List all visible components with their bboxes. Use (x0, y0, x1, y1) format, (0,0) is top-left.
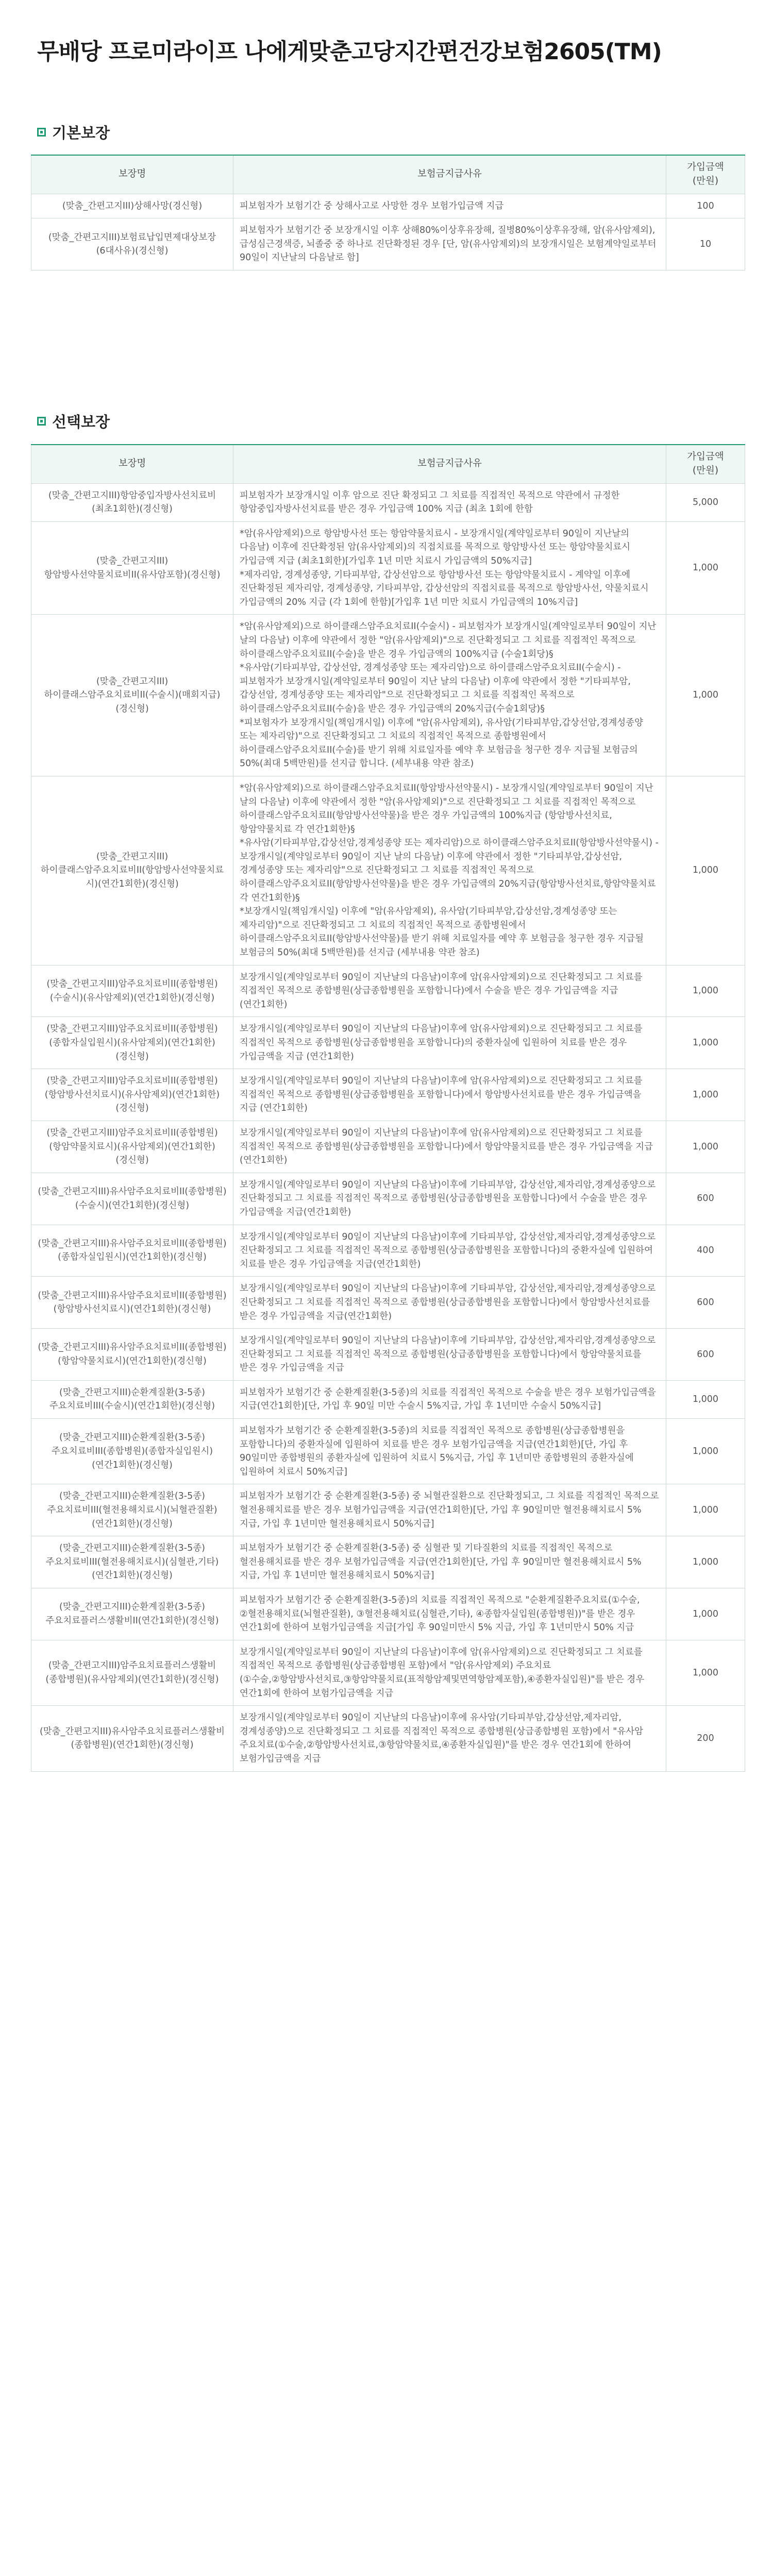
table-row (31, 521, 745, 615)
header-payment-reason: 보험금지급사유 (233, 445, 666, 483)
table-row (31, 1329, 745, 1381)
coverage-name-cell: (맞춤_간편고지III)하이클래스암주요치료비II(수술시)(매회지급)(경신형) (31, 615, 233, 776)
table-header-row (31, 445, 745, 483)
payment-reason-cell: 피보험자가 보험기간 중 순환계질환(3-5종) 중 심혈관 및 기타질환의 치료를 직접적인 목적으로 혈전용해치료를 받은 경우 보험가입금액을 지급(연간1회한)[단, 가입 후 90일미만 혈전용해치료시 5%지급, 가입 후 1년미만 혈전용해치료시 50%지급] (233, 1536, 666, 1588)
coverage-amount-cell: 1,000 (666, 1588, 745, 1640)
basic-section-title: 기본보장 (52, 124, 110, 142)
coverage-amount-cell: 100 (666, 194, 745, 218)
coverage-name-cell: (맞춤_간편고지III)암주요치료비II(종합병원)(종합자실입원시)(유사암제외)(연간1회한)(경신형) (31, 1017, 233, 1069)
coverage-name-cell: (맞춤_간편고지III)순환계질환(3-5종)주요치료플러스생활비II(연간1회한)(경신형) (31, 1588, 233, 1640)
header-amount: 가입금액 (만원) (666, 155, 745, 194)
coverage-amount-cell: 600 (666, 1173, 745, 1225)
section-bullet-icon (37, 128, 46, 137)
table-row (31, 1484, 745, 1536)
optional-coverage-table (31, 444, 745, 1772)
table-row (31, 965, 745, 1017)
coverage-amount-cell: 1,000 (666, 776, 745, 965)
coverage-name-cell: (맞춤_간편고지III)상해사망(경신형) (31, 194, 233, 218)
table-row (31, 1380, 745, 1418)
table-row (31, 483, 745, 521)
coverage-name-cell: (맞춤_간편고지III)암주요치료비II(종합병원)(수술시)(유사암제외)(연간1회한)(경신형) (31, 965, 233, 1017)
payment-reason-cell: 보장개시일(계약일로부터 90일이 지난날의 다음날)이후에 기타피부암, 갑상선암,제자리암,경계성종양으로 진단확정되고 그 치료를 직접적인 목적으로 종합병원(상급종합병원을 포함합니다)의 중환자실에 입원하여 치료를 받은 경우 가입금액을 지급(연간1회한) (233, 1225, 666, 1277)
table-row (31, 776, 745, 965)
coverage-amount-cell: 600 (666, 1329, 745, 1381)
table-row (31, 1277, 745, 1329)
table-row (31, 1173, 745, 1225)
coverage-amount-cell: 1,000 (666, 1640, 745, 1705)
payment-reason-cell: 피보험자가 보험기간 중 보장개시일 이후 상해80%이상후유장해, 질병80%이상후유장해, 암(유사암제외), 급성심근경색증, 뇌졸중 중 하나로 진단확정된 경우 [단, 암(유사암제외)의 보장개시일은 보험계약일로부터 90일이 지난날의 다음날로 함] (233, 218, 666, 270)
payment-reason-cell: 보장개시일(계약일로부터 90일이 지난날의 다음날)이후에 기타피부암, 갑상선암,제자리암,경계성종양으로 진단확정되고 그 치료를 직접적인 목적으로 종합병원(상급종합병원을 포함합니다)에서 항암약물치료를 받은 경우 가입금액을 지급 (233, 1329, 666, 1381)
payment-reason-cell: 보장개시일(계약일로부터 90일이 지난날의 다음날)이후에 기타피부암, 갑상선암,제자리암,경계성종양으로 진단확정되고 그 치료를 직접적인 목적으로 종합병원(상급종합병원을 포함합니다)에서 수술을 받은 경우 가입금액을 지급(연간1회한) (233, 1173, 666, 1225)
optional-section-heading (37, 411, 110, 432)
payment-reason-cell: 보장개시일(계약일로부터 90일이 지난날의 다음날)이후에 암(유사암제외)으로 진단확정되고 그 치료를 직접적인 목적으로 종합병원(상급종합병원 포함)에서 "암(유사암제외) 주요치료(①수술,②항암방사선치료,③항암약물치료(표적항암제및면역항암제포함),④종환자실입원)"를 받은 경우 연간1회에 한하여 보험가입금액을 지급 (233, 1640, 666, 1705)
table-row (31, 1225, 745, 1277)
payment-reason-cell: 보장개시일(계약일로부터 90일이 지난날의 다음날)이후에 기타피부암, 갑상선암,제자리암,경계성종양으로 진단확정되고 그 치료를 직접적인 목적으로 종합병원(상급종합병원을 포함합니다)에서 항암방사선치료를 받은 경우 가입금액을 지급(연간1회한) (233, 1277, 666, 1329)
payment-reason-cell: 피보험자가 보험기간 중 순환계질환(3-5종)의 치료를 직접적인 목적으로 수술을 받은 경우 보험가입금액을 지급(연간1회한)[단, 가입 후 90일 미만 수술시 5%지급, 가입 후 1년미만 수술시 50%지급] (233, 1380, 666, 1418)
coverage-name-cell: (맞춤_간편고지III)보험료납입면제대상보장(6대사유)(경신형) (31, 218, 233, 270)
table-row (31, 1588, 745, 1640)
coverage-amount-cell: 1,000 (666, 1484, 745, 1536)
coverage-name-cell: (맞춤_간편고지III)하이클래스암주요치료비II(항암방사선약물치료시)(연간1회한)(경신형) (31, 776, 233, 965)
coverage-name-cell: (맞춤_간편고지III)암주요치료플러스생활비(종합병원)(유사암제외)(연간1회한)(경신형) (31, 1640, 233, 1705)
coverage-amount-cell: 1,000 (666, 1419, 745, 1484)
payment-reason-cell: 피보험자가 보험기간 중 순환계질환(3-5종)의 치료를 직접적인 목적으로 종합병원(상급종합병원을 포함합니다)의 중환자실에 입원하여 치료를 받은 경우 보험가입금액을 지급(연간1회한)[단, 가입 후 90일미만 종합병원의 종환자실에 입원하여 치료시 5%지급, 가입 후 1년미만 종합병원의 종환자실에 입원하여 치료시 50%지급] (233, 1419, 666, 1484)
coverage-amount-cell: 1,000 (666, 1069, 745, 1121)
table-row (31, 1536, 745, 1588)
payment-reason-cell: 보장개시일(계약일로부터 90일이 지난날의 다음날)이후에 암(유사암제외)으로 진단확정되고 그 치료를 직접적인 목적으로 종합병원(상급종합병원을 포함합니다)에서 항암약물치료를 받은 경우 가입금액을 지급 (연간1회한) (233, 1121, 666, 1173)
payment-reason-cell: *암(유사암제외)으로 하이클래스암주요치료II(항암방사선약물시) - 보장개시일(계약일로부터 90일이 지난 날의 다음날) 이후에 약관에서 정한 "암(유사암제외)"으로 진단확정되고 그 치료를 직접적인 목적으로 하이클래스암주요치료II(항암방사선약물)을 받은 경우 가입금액의 100%지급 (항암방사선치료,항암약물치료 각 연간1회한)§ *유사암(기타피부암,갑상선암,경계성종양 또는 제자리암)으로 하이클래스암주요치료II(항암방사선약물시) - 보장개시일(계약일로부터 90일이 지난 날의 다음날) 이후에 약관에서 정한 "기타피부암,갑상선암,경계성종양 또는 제자리암"으로 진단확정되고 그 치료를 직접적인 목적으로 하이클래스암주요치료II(항암방사선약물)을 받은 경우 가입금액의 20%지급(항암방사선치료,항암약물치료 각 연간1회한)§ *보장개시일(책임개시일) 이후에 "암(유사암제외), 유사암(기타피부암,갑상선암,경계성종양 또는 제자리암)"으로 진단확정되고 그 치료의 직접적인 목적으로 종합병원에서 하이클래스암주요치료II(항암방사선약물)를 받기 위해 치료일자를 예약 후 보험금을 청구한 경우 지급될 보험금의 50%(최대 5백만원)를 선지급 (세부내용 약관 참조) (233, 776, 666, 965)
basic-coverage-table (31, 155, 745, 270)
table-row (31, 1640, 745, 1705)
coverage-name-cell: (맞춤_간편고지III)유사암주요치료비II(종합병원)(항암약물치료시)(연간1회한)(경신형) (31, 1329, 233, 1381)
payment-reason-cell: 피보험자가 보험기간 중 상해사고로 사망한 경우 보험가입금액 지급 (233, 194, 666, 218)
payment-reason-cell: 보장개시일(계약일로부터 90일이 지난날의 다음날)이후에 암(유사암제외)으로 진단확정되고 그 치료를 직접적인 목적으로 종합병원(상급종합병원을 포함합니다)에서 항암방사선치료를 받은 경우 가입금액을 지급 (연간1회한) (233, 1069, 666, 1121)
coverage-amount-cell: 200 (666, 1706, 745, 1771)
payment-reason-cell: 보장개시일(계약일로부터 90일이 지난날의 다음날)이후에 유사암(기타피부암,갑상선암,제자리암,경계성종양)으로 진단확정되고 그 치료를 직접적인 목적으로 종합병원(상급종합병원 포함)에서 "유사암 주요치료(①수술,②항암방사선치료,③항암약물치료,④종환자실입원)"를 받은 경우 연간1회에 한하여 보험가입금액을 지급 (233, 1706, 666, 1771)
coverage-amount-cell: 10 (666, 218, 745, 270)
coverage-name-cell: (맞춤_간편고지III)유사암주요치료비II(종합병원)(종합자실입원시)(연간1회한)(경신형) (31, 1225, 233, 1277)
payment-reason-cell: 피보험자가 보험기간 중 순환계질환(3-5종) 중 뇌혈관질환으로 진단확정되고, 그 치료를 직접적인 목적으로 혈전용해치료를 받은 경우 보험가입금액을 지급(연간1회한)[단, 가입 후 90일미만 혈전용해치료시 5%지급, 가입 후 1년미만 혈전용해치료시 50%지급] (233, 1484, 666, 1536)
coverage-name-cell: (맞춤_간편고지III)순환계질환(3-5종)주요치료비III(종합병원)(종합자실입원시)(연간1회한)(경신형) (31, 1419, 233, 1484)
coverage-name-cell: (맞춤_간편고지III)항암방사선약물치료비II(유사암포함)(경신형) (31, 521, 233, 615)
payment-reason-cell: *암(유사암제외)으로 항암방사선 또는 항암약물치료시 - 보장개시일(계약일로부터 90일이 지난날의 다음날) 이후에 진단확정된 암(유사암제외)의 직접치료를 목적으로 항암방사선 또는 항암약물치료시 가입금액 지급 (최초1회한)[가입후 1년 미만 치료시 가입금액의 50%지급] *제자리암, 경계성종양, 기타피부암, 갑상선암으로 항암방사선 또는 항암약물치료시 - 계약일 이후에 진단확정된 제자리암, 경계성종양, 기타피부암, 갑상선암의 직접치료를 목적으로 항암방사선, 약물치료시 가입금액의 20% 지급 (각 1회에 한함)[가입후 1년 미만 치료시 가입금액의 10%지급] (233, 521, 666, 615)
coverage-amount-cell: 1,000 (666, 965, 745, 1017)
coverage-amount-cell: 1,000 (666, 1380, 745, 1418)
coverage-amount-cell: 1,000 (666, 1121, 745, 1173)
table-row (31, 1419, 745, 1484)
coverage-amount-cell: 600 (666, 1277, 745, 1329)
payment-reason-cell: 보장개시일(계약일로부터 90일이 지난날의 다음날)이후에 암(유사암제외)으로 진단확정되고 그 치료를 직접적인 목적으로 종합병원(상급종합병원을 포함합니다)의 중환자실에 입원하여 치료를 받은 경우 가입금액을 지급 (연간1회한) (233, 1017, 666, 1069)
coverage-name-cell: (맞춤_간편고지III)순환계질환(3-5종)주요치료비III(혈전용해치료시)(뇌혈관질환)(연간1회한)(경신형) (31, 1484, 233, 1536)
header-amount: 가입금액 (만원) (666, 445, 745, 483)
section-bullet-icon (37, 417, 46, 426)
payment-reason-cell: 보장개시일(계약일로부터 90일이 지난날의 다음날)이후에 암(유사암제외)으로 진단확정되고 그 치료를 직접적인 목적으로 종합병원(상급종합병원을 포함합니다)에서 수술을 받은 경우 가입금액을 지급(연간1회한) (233, 965, 666, 1017)
coverage-amount-cell: 1,000 (666, 1536, 745, 1588)
payment-reason-cell: 피보험자가 보험기간 중 순환계질환(3-5종)의 치료를 직접적인 목적으로 "순환계질환주요치료(①수술, ②혈전용해치료(뇌혈관질환), ③혈전용해치료(심혈관,기타), ④종합자실입원(종합병원))"를 받은 경우 연간1회에 한하여 보험가입금액을 지급[가입 후 90일미만시 5% 지급, 가입 후 1년미만시 50% 지급 (233, 1588, 666, 1640)
coverage-name-cell: (맞춤_간편고지III)유사암주요치료플러스생활비(종합병원)(연간1회한)(경신형) (31, 1706, 233, 1771)
payment-reason-cell: 피보험자가 보장개시일 이후 암으로 진단 확정되고 그 치료를 직접적인 목적으로 약관에서 규정한 항암중입자방사선치료를 받은 경우 가입금액 100% 지급 (최초 1회에 한함 (233, 483, 666, 521)
coverage-amount-cell: 5,000 (666, 483, 745, 521)
page-title: 무배당 프로미라이프 나에게맞춘고당지간편건강보험2605(TM) (37, 39, 662, 65)
optional-section-title: 선택보장 (52, 413, 110, 431)
coverage-name-cell: (맞춤_간편고지III)유사암주요치료비II(종합병원)(항암방사선치료시)(연간1회한)(경신형) (31, 1277, 233, 1329)
coverage-name-cell: (맞춤_간편고지III)암주요치료비II(종합병원)(항암약물치료시)(유사암제외)(연간1회한)(경신형) (31, 1121, 233, 1173)
coverage-name-cell: (맞춤_간편고지III)순환계질환(3-5종)주요치료비III(혈전용해치료시)(심혈관,기타)(연간1회한)(경신형) (31, 1536, 233, 1588)
coverage-name-cell: (맞춤_간편고지III)암주요치료비II(종합병원)(항암방사선치료시)(유사암제외)(연간1회한)(경신형) (31, 1069, 233, 1121)
table-row (31, 615, 745, 776)
coverage-amount-cell: 1,000 (666, 615, 745, 776)
table-row (31, 1017, 745, 1069)
coverage-name-cell: (맞춤_간편고지III)순환계질환(3-5종)주요치료비III(수술시)(연간1회한)(경신형) (31, 1380, 233, 1418)
coverage-name-cell: (맞춤_간편고지III)유사암주요치료비II(종합병원)(수술시)(연간1회한)(경신형) (31, 1173, 233, 1225)
header-payment-reason: 보험금지급사유 (233, 155, 666, 194)
coverage-amount-cell: 1,000 (666, 1017, 745, 1069)
table-row (31, 1069, 745, 1121)
table-row (31, 218, 745, 270)
payment-reason-cell: *암(유사암제외)으로 하이클래스암주요치료II(수술시) - 피보험자가 보장개시일(계약일로부터 90일이 지난 날의 다음날) 이후에 약관에서 정한 "암(유사암제외)"으로 진단확정되고 그 치료를 직접적인 목적으로 하이클래스암주요치료II(수술)을 받은 경우 가입금액의 100%지급 (수술1회당)§ *유사암(기타피부암, 갑상선암, 경계성종양 또는 제자리암)으로 하이클래스암주요치료II(수술시) - 피보험자가 보장개시일(계약일로부터 90일이 지난 날의 다음날) 이후에 약관에서 정한 "기타피부암, 갑상선암, 경계성종양 또는 제자리암"으로 진단확정되고 그 치료를 직접적인 목적으로 하이클래스암주요치료II(수술)을 받은 경우 가입금액의 20%지급(수술1회당)§ *피보험자가 보장개시일(책임개시일) 이후에 "암(유사암제외), 유사암(기타피부암,갑상선암,경계성종양 또는 제자리암)"으로 진단확정되고 그 치료의 직접적인 목적으로 종합병원에서 하이클래스암주요치료II(수술)를 받기 위해 치료일자를 예약 후 보험금을 청구한 경우 지급될 보험금의 50%(최대 5백만원)를 선지급 합니다. (세부내용 약관 참조) (233, 615, 666, 776)
table-row (31, 194, 745, 218)
table-header-row (31, 155, 745, 194)
header-coverage-name: 보장명 (31, 155, 233, 194)
table-row (31, 1706, 745, 1771)
coverage-amount-cell: 400 (666, 1225, 745, 1277)
coverage-amount-cell: 1,000 (666, 521, 745, 615)
header-coverage-name: 보장명 (31, 445, 233, 483)
table-row (31, 1121, 745, 1173)
basic-section-heading (37, 122, 110, 143)
coverage-name-cell: (맞춤_간편고지III)항암중입자방사선치료비(최초1회한)(경신형) (31, 483, 233, 521)
